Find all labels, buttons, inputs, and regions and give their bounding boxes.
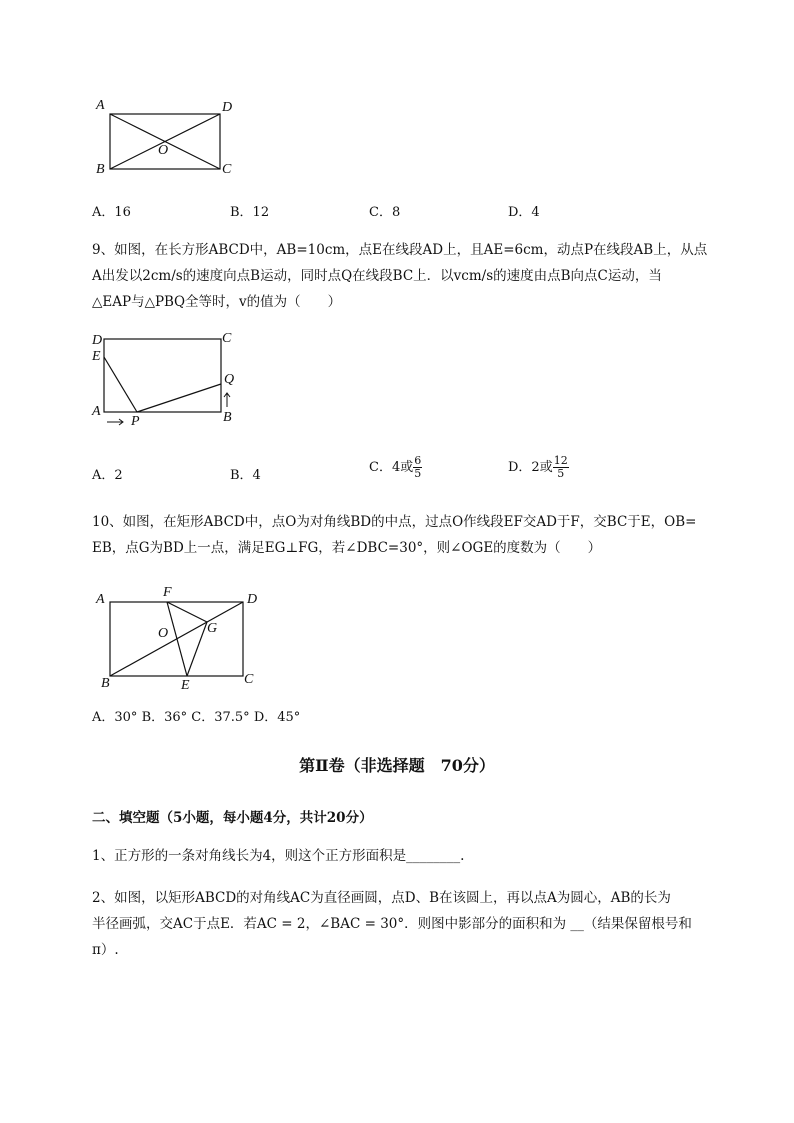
q8-option-d[interactable]: D．4 xyxy=(508,205,540,220)
q10-label-g: G xyxy=(207,621,218,636)
fill-in-section-heading: 二、填空题（5小题，每小题4分，共计20分） xyxy=(92,810,373,826)
q10-text-line-2: EB，点G为BD上一点，满足EG⊥FG，若∠DBC=30°，则∠OGE的度数为（ ） xyxy=(92,540,602,556)
q9-label-p: P xyxy=(131,414,140,429)
fill-q2-text-line-1: 2、如图，以矩形ABCD的对角线AC为直径画圆，点D、B在该圆上，再以点A为圆心，AB的长为 xyxy=(92,890,671,906)
q10-label-e: E xyxy=(181,678,190,693)
q9-label-d: D xyxy=(92,333,103,348)
q9-label-e: E xyxy=(92,349,101,364)
q9-label-a: A xyxy=(92,404,101,419)
q8-option-a[interactable]: A．16 xyxy=(92,205,131,220)
fraction-numerator: 12 xyxy=(553,454,568,467)
q10-label-a: A xyxy=(96,592,105,607)
q10-label-d: D xyxy=(247,592,258,607)
q9-text-line-1: 9、如图，在长方形ABCD中，AB=10cm，点E在线段AD上，且AE=6cm，动点P在线段AB上，从点 xyxy=(92,242,708,258)
fraction-denominator: 5 xyxy=(414,467,422,480)
q9-label-c: C xyxy=(222,331,232,346)
q8-option-c[interactable]: C．8 xyxy=(369,205,401,220)
fraction-denominator: 5 xyxy=(557,467,565,480)
q9-option-b[interactable]: B．4 xyxy=(230,468,261,483)
q8-label-d: D xyxy=(222,100,233,115)
q8-label-b: B xyxy=(96,162,105,177)
q10-label-f: F xyxy=(163,585,172,600)
fill-q1-text: 1、正方形的一条对角线长为4，则这个正方形面积是________. xyxy=(92,848,465,864)
q9-option-d-prefix: D．2或 xyxy=(508,460,553,475)
q9-label-q: Q xyxy=(224,372,235,387)
q10-text-line-1: 10、如图，在矩形ABCD中，点O为对角线BD的中点，过点O作线段EF交AD于F，交BC于E，OB= xyxy=(92,514,697,530)
q10-label-o: O xyxy=(158,626,169,641)
q10-label-b: B xyxy=(101,676,110,691)
part2-title: 第Ⅱ卷（非选择题 70分） xyxy=(299,756,495,775)
q8-label-a: A xyxy=(96,98,105,113)
q8-label-c: C xyxy=(222,162,232,177)
fraction-numerator: 6 xyxy=(414,454,422,467)
q10-label-c: C xyxy=(244,672,254,687)
q9-text-line-2: A出发以2cm/s的速度向点B运动，同时点Q在线段BC上．以vcm/s的速度由点B向点C运动，当 xyxy=(92,268,662,284)
q9-option-c-prefix: C．4或 xyxy=(369,460,414,475)
q8-option-b[interactable]: B．12 xyxy=(230,205,270,220)
q9-option-a[interactable]: A．2 xyxy=(92,468,123,483)
q10-options[interactable]: A．30° B．36° C．37.5° D．45° xyxy=(92,710,301,725)
q8-label-o: O xyxy=(158,143,169,158)
fill-q2-text-line-3: π）. xyxy=(92,942,119,958)
fill-q2-text-line-2: 半径画弧，交AC于点E．若AC = 2，∠BAC = 30°．则图中影部分的面积和为 __（结果保留根号和 xyxy=(92,916,692,932)
q9-label-b: B xyxy=(223,410,232,425)
q9-text-line-3: △EAP与△PBQ全等时，v的值为（ ） xyxy=(92,294,342,310)
